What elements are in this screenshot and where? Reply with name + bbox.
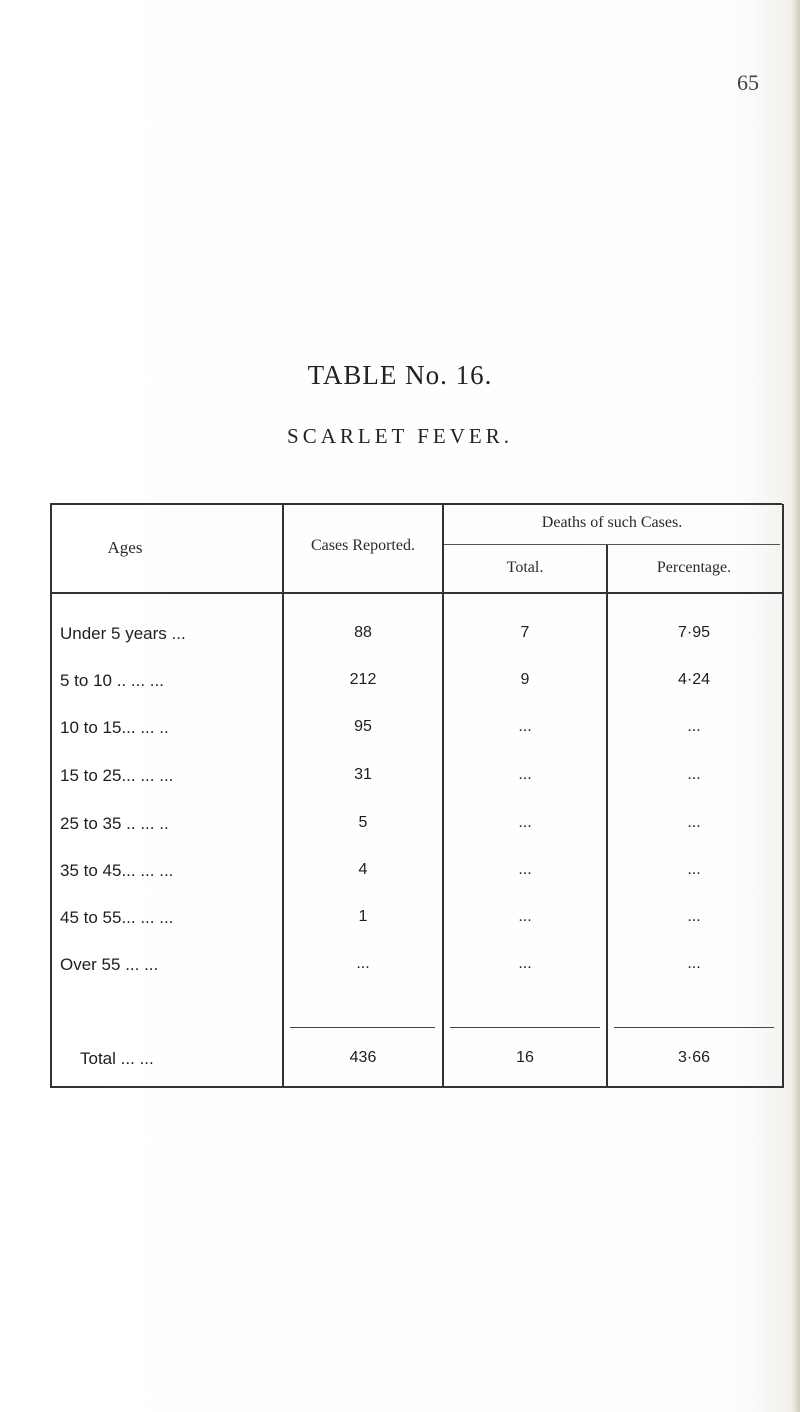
total-row-percentage: 3·66: [677, 1049, 711, 1066]
row-percentage: ...: [687, 766, 701, 783]
total-row-total: 16: [516, 1049, 534, 1066]
total-rule-cases: [290, 1027, 435, 1028]
row-age: 10 to 15... ... ..: [60, 718, 169, 737]
row-age: 15 to 25... ... ...: [60, 766, 174, 785]
row-percentage: 7·95: [677, 624, 711, 641]
page-number: 65: [737, 70, 759, 95]
row-cases: 88: [354, 624, 372, 641]
row-total: ...: [518, 814, 532, 831]
row-total: 7: [520, 624, 530, 641]
total-rule-total: [450, 1027, 600, 1028]
table-top-rule: [50, 503, 782, 505]
total-rule-pct: [614, 1027, 774, 1028]
row-total: ...: [518, 908, 532, 925]
row-percentage: ...: [687, 814, 701, 831]
header-percentage: Percentage.: [656, 559, 732, 576]
row-percentage: 4·24: [677, 671, 711, 688]
total-row-label: Total ... ...: [80, 1049, 154, 1068]
row-cases: 1: [358, 908, 368, 925]
row-total: 9: [520, 671, 530, 688]
header-sub-rule: [444, 544, 780, 545]
header-ages: Ages: [107, 538, 143, 557]
row-total: ...: [518, 955, 532, 972]
row-percentage: ...: [687, 908, 701, 925]
row-cases: 4: [358, 861, 368, 878]
row-cases: ...: [356, 955, 370, 972]
row-age: 5 to 10 .. ... ...: [60, 671, 164, 690]
row-percentage: ...: [687, 718, 701, 735]
page-edge: [791, 0, 800, 1412]
row-age: Over 55 ... ...: [60, 955, 159, 974]
header-total: Total.: [506, 559, 544, 576]
header-cases-reported: Cases Reported.: [311, 537, 415, 554]
row-age: 35 to 45... ... ...: [60, 861, 174, 880]
table-title: TABLE No. 16.: [307, 360, 493, 390]
row-cases: 5: [358, 814, 368, 831]
row-age: 25 to 35 .. ... ..: [60, 814, 169, 833]
row-cases: 95: [354, 718, 372, 735]
row-percentage: ...: [687, 861, 701, 878]
row-age: Under 5 years ...: [60, 624, 186, 643]
row-total: ...: [518, 766, 532, 783]
row-total: ...: [518, 718, 532, 735]
row-percentage: ...: [687, 955, 701, 972]
row-cases: 212: [349, 671, 377, 688]
header-bottom-rule: [50, 592, 782, 594]
row-cases: 31: [354, 766, 372, 783]
table-subtitle: SCARLET FEVER.: [287, 424, 513, 448]
header-deaths-group: Deaths of such Cases.: [541, 514, 683, 531]
total-row-cases: 436: [349, 1049, 377, 1066]
row-total: ...: [518, 861, 532, 878]
row-age: 45 to 55... ... ...: [60, 908, 174, 927]
